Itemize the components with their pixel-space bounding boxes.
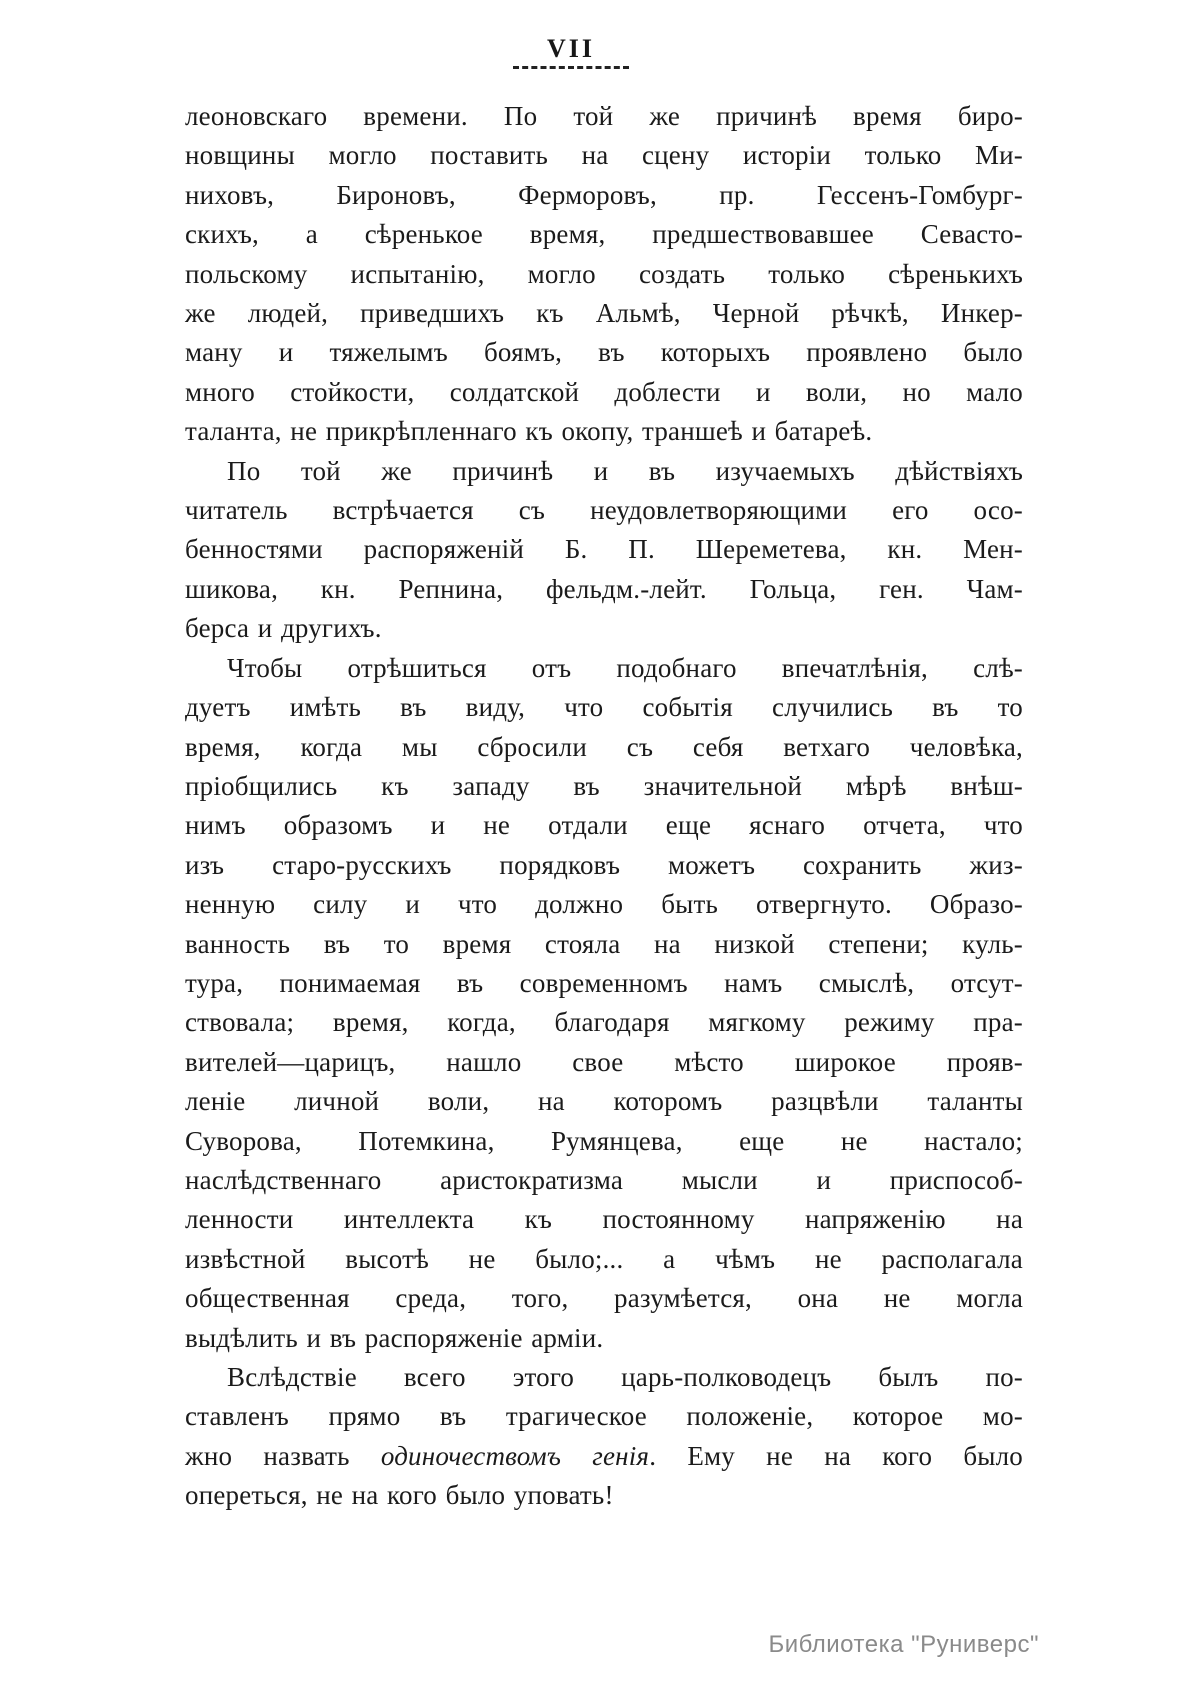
text-line xyxy=(185,373,1023,412)
text-line xyxy=(185,1240,1023,1279)
text-line xyxy=(185,1082,1023,1121)
text-segment: ствовала; время, когда, благодаря мягкому режиму пра- xyxy=(185,1007,1023,1038)
text-line xyxy=(185,609,1023,648)
text-block xyxy=(185,97,1023,1516)
text-line xyxy=(185,885,1023,924)
text-segment: таланта, не прикрѣпленнаго къ окопу, траншеѣ и батареѣ. xyxy=(185,416,873,447)
text-line xyxy=(185,1437,1023,1476)
text-segment: читатель встрѣчается съ неудовлетворяющими его осо- xyxy=(185,495,1023,526)
text-line xyxy=(185,452,1023,491)
text-segment: общественная среда, того, разумѣется, она не могла xyxy=(185,1283,1023,1314)
text-segment: ниховъ, Бироновъ, Ферморовъ, пр. Гессенъ-Гомбург- xyxy=(185,179,1023,210)
paragraph xyxy=(185,1358,1023,1516)
text-segment: По той же причинѣ и въ изучаемыхъ дѣйствіяхъ xyxy=(227,455,1023,486)
text-segment: Чтобы отрѣшиться отъ подобнаго впечатлѣнія, слѣ- xyxy=(227,652,1023,683)
text-segment: же людей, приведшихъ къ Альмѣ, Черной рѣчкѣ, Инкер- xyxy=(185,298,1023,329)
text-line xyxy=(185,1200,1023,1239)
text-line xyxy=(185,1161,1023,1200)
text-line xyxy=(185,570,1023,609)
text-line xyxy=(185,1122,1023,1161)
text-line xyxy=(185,97,1023,136)
text-line xyxy=(185,530,1023,569)
paragraph xyxy=(185,452,1023,649)
text-segment: дуетъ имѣть въ виду, что событія случились въ то xyxy=(185,692,1023,723)
text-segment: ставленъ прямо въ трагическое положеніе, которое мо- xyxy=(185,1401,1023,1432)
text-segment: тура, понимаемая въ современномъ намъ смыслѣ, отсут- xyxy=(185,967,1023,998)
text-line xyxy=(185,688,1023,727)
watermark: Библиотека "Руниверс" xyxy=(768,1631,1039,1658)
text-segment: леніе личной воли, на которомъ разцвѣли таланты xyxy=(185,1086,1023,1117)
text-line xyxy=(185,136,1023,175)
text-segment: польскому испытанію, могло создать только сѣренькихъ xyxy=(185,258,1023,289)
text-segment: Суворова, Потемкина, Румянцева, еще не настало; xyxy=(185,1125,1023,1156)
text-line xyxy=(185,1397,1023,1436)
text-line xyxy=(185,1003,1023,1042)
text-line xyxy=(185,649,1023,688)
text-line xyxy=(185,964,1023,1003)
header-rule-divider xyxy=(513,66,629,69)
text-line xyxy=(185,767,1023,806)
text-segment: шикова, кн. Репнина, фельдм.-лейт. Гольца, ген. Чам- xyxy=(185,573,1023,604)
text-segment: наслѣдственнаго аристократизма мысли и приспособ- xyxy=(185,1164,1023,1195)
text-segment: пріобщились къ западу въ значительной мѣрѣ внѣш- xyxy=(185,770,1023,801)
text-segment: вителей—царицъ, нашло свое мѣсто широкое прояв- xyxy=(185,1046,1023,1077)
text-line xyxy=(185,255,1023,294)
text-segment: бенностями распоряженій Б. П. Шереметева, кн. Мен- xyxy=(185,534,1023,565)
emphasized-text: одиночествомъ генія xyxy=(380,1440,650,1471)
text-segment: леоновскаго времени. По той же причинѣ время биро- xyxy=(185,101,1023,131)
text-line xyxy=(185,294,1023,333)
text-line xyxy=(185,215,1023,254)
text-segment: ленности интеллекта къ постоянному напряженію на xyxy=(185,1204,1023,1235)
text-line xyxy=(185,846,1023,885)
text-segment: извѣстной высотѣ не было;... а чѣмъ не располагала xyxy=(185,1243,1023,1274)
text-line xyxy=(185,1279,1023,1318)
text-segment: Вслѣдствіе всего этого царь-полководецъ былъ по- xyxy=(227,1362,1023,1392)
text-segment: скихъ, а сѣренькое время, предшествовавшее Севасто- xyxy=(185,219,1023,250)
text-segment: ненную силу и что должно быть отвергнуто. Образо- xyxy=(185,889,1023,920)
text-line xyxy=(185,806,1023,845)
text-line xyxy=(185,333,1023,372)
text-line xyxy=(185,1358,1023,1397)
text-segment: выдѣлить и въ распоряженіе арміи. xyxy=(185,1322,604,1353)
text-segment: опереться, не на кого было уповать! xyxy=(185,1480,614,1511)
text-line xyxy=(185,728,1023,767)
text-segment: новщины могло поставить на сцену исторіи только Ми- xyxy=(185,140,1023,171)
text-line xyxy=(185,412,1023,451)
text-line xyxy=(185,176,1023,215)
text-line xyxy=(185,1476,1023,1515)
text-segment: ванность въ то время стояла на низкой степени; куль- xyxy=(185,928,1023,959)
text-segment: ману и тяжелымъ боямъ, въ которыхъ проявлено было xyxy=(185,337,1023,368)
text-line xyxy=(185,925,1023,964)
text-segment: . Ему не на кого было xyxy=(649,1440,1023,1471)
page-number: VII xyxy=(546,34,595,63)
paragraph xyxy=(185,97,1023,452)
text-segment: время, когда мы сбросили съ себя ветхаго человѣка, xyxy=(185,731,1023,762)
text-segment: изъ старо-русскихъ порядковъ можетъ сохранить жиз- xyxy=(185,849,1023,880)
paragraph xyxy=(185,649,1023,1358)
text-segment: нимъ образомъ и не отдали еще яснаго отчета, что xyxy=(185,810,1023,841)
text-line xyxy=(185,1043,1023,1082)
text-segment: берса и другихъ. xyxy=(185,613,382,644)
text-line xyxy=(185,1319,1023,1358)
text-line xyxy=(185,491,1023,530)
text-segment: много стойкости, солдатской доблести и воли, но мало xyxy=(185,376,1023,407)
text-segment: жно назвать xyxy=(185,1440,381,1471)
